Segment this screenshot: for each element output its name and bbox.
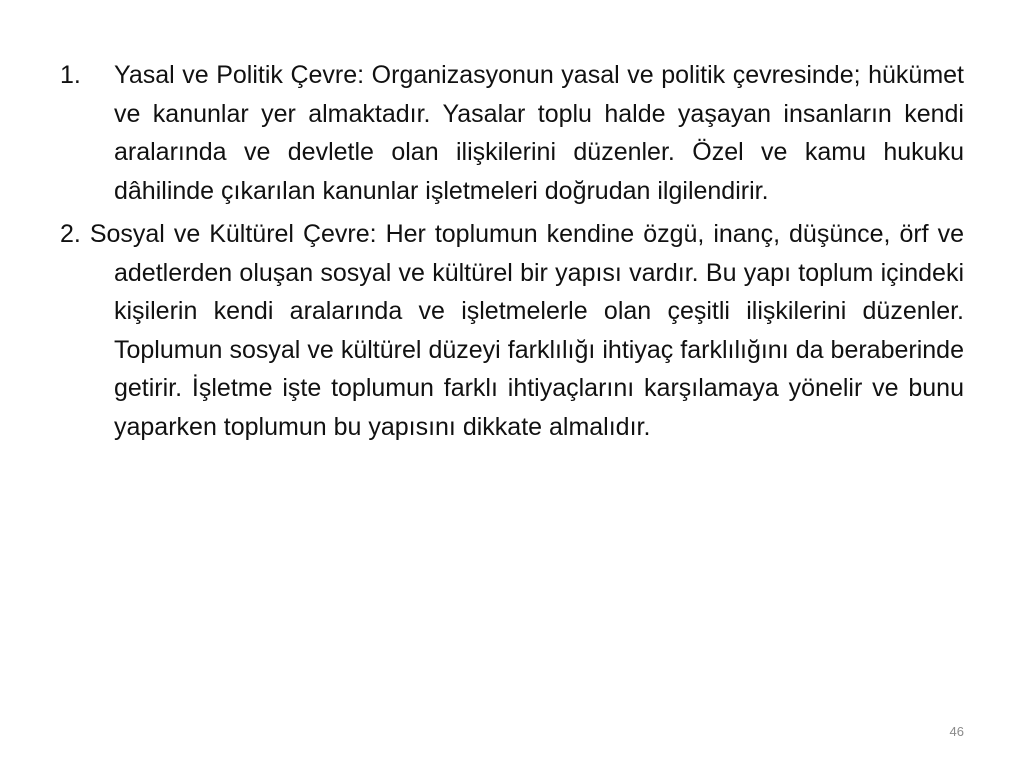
- list-item-1-text: Yasal ve Politik Çevre: Organizasyonun yasal ve politik çevresinde; hükümet ve kanunlar yer almaktadır. Yasalar toplu halde yaşayan insanların kendi aralarında ve devletle olan ilişkilerini düzenler. Özel ve kamu hukuku dâhilinde çıkarılan kanunlar işletmeleri doğrudan ilgilendirir.: [114, 61, 964, 205]
- list-item-2-text: Sosyal ve Kültürel Çevre: Her toplumun kendine özgü, inanç, düşünce, örf ve adetlerden oluşan sosyal ve kültürel bir yapısı vardır. Bu yapı toplum içindeki kişilerin kendi aralarında ve işletmelerle olan çeşitli ilişkilerini düzenler. Toplumun sosyal ve kültürel düzeyi farklılığı ihtiyaç farklılığını da beraberinde getirir. İşletme işte toplumun farklı ihtiyaçlarını karşılamaya yönelir ve bunu yaparken toplumun bu yapısını dikkate almalıdır.: [89, 220, 964, 441]
- list-item-2: [60, 215, 964, 446]
- slide-content: [60, 56, 964, 451]
- list-item-1: [60, 56, 964, 210]
- page-number: 46: [949, 724, 964, 739]
- list-item-2-marker: 2.: [60, 220, 90, 248]
- list-item-1-marker: 1.: [60, 61, 81, 89]
